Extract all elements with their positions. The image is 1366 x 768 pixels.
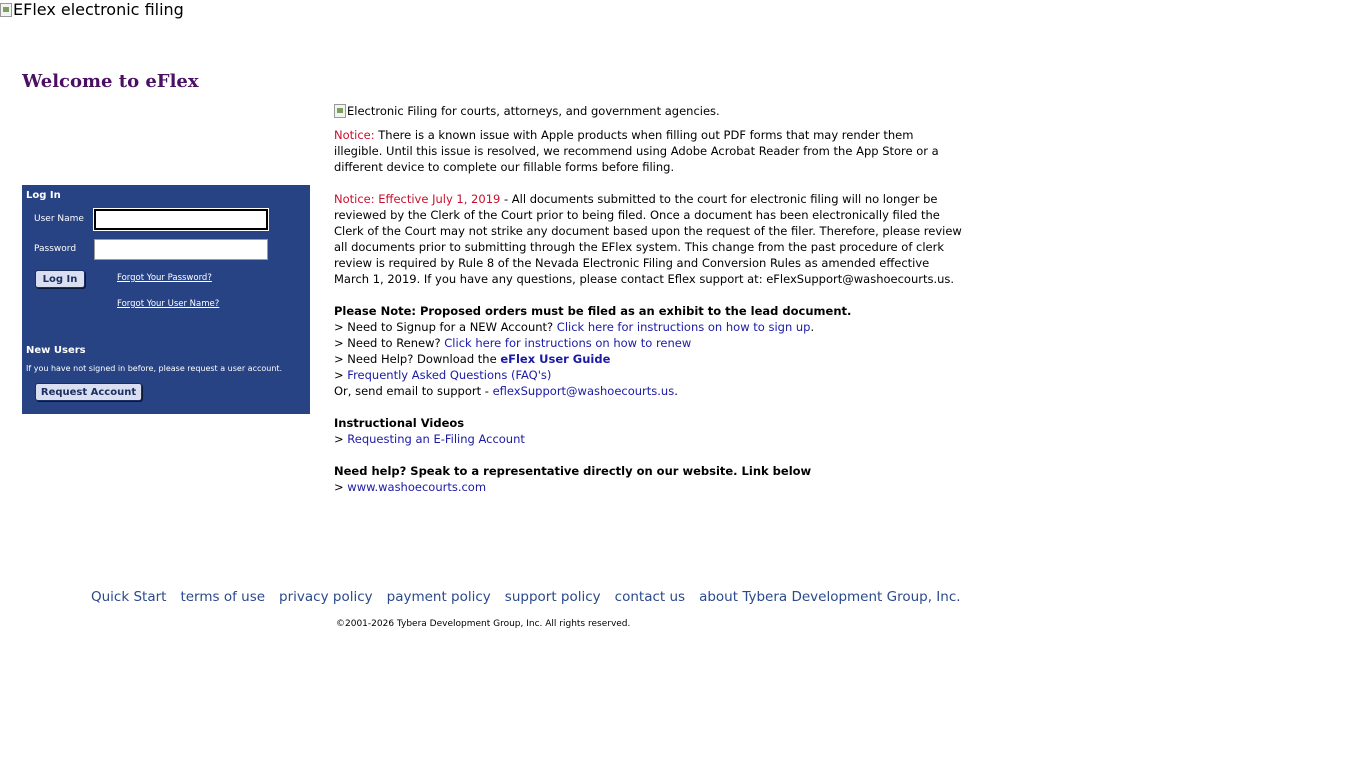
- website-line: [334, 479, 962, 495]
- email-suffix: .: [674, 384, 678, 398]
- login-button[interactable]: Log In: [35, 270, 85, 288]
- footer-link-terms[interactable]: terms of use: [180, 589, 266, 605]
- request-account-button[interactable]: Request Account: [35, 383, 142, 401]
- help-prefix: > Need Help? Download the: [334, 352, 501, 366]
- notice-text: - All documents submitted to the court for electronic filing will no longer be reviewed by the Clerk of the Court prior to being filed. Once a document has been electronically filed the Clerk of the Court may not strike any document based upon the request of the filer. Therefore, please review all documents prior to submitting through the EFlex system. This change from the past procedure of clerk review is required by Rule 8 of the Nevada Electronic Filing and Conversion Rules as amended effective March 1, 2019. If you have any questions, please contact Eflex support at: eFlexSupport@washoecourts.us.: [334, 192, 962, 286]
- help-line: [334, 351, 962, 367]
- tagline-alt-text: Electronic Filing for courts, attorneys, and government agencies.: [347, 104, 720, 118]
- broken-image-icon: [334, 104, 346, 118]
- video-line: [334, 431, 962, 447]
- signup-link[interactable]: Click here for instructions on how to sign up: [556, 320, 811, 334]
- representative-heading: Need help? Speak to a representative directly on our website. Link below: [334, 464, 812, 478]
- faq-prefix: >: [334, 368, 348, 382]
- page-title: Welcome to eFlex: [22, 71, 199, 92]
- logo-alt-text: EFlex electronic filing: [13, 0, 184, 19]
- notice-efiling: [334, 191, 962, 287]
- login-panel: [22, 185, 310, 414]
- forgot-password-link[interactable]: Forgot Your Password?: [117, 273, 212, 283]
- support-email-link[interactable]: eflexSupport@washoecourts.us: [492, 384, 675, 398]
- new-users-title: New Users: [26, 345, 86, 356]
- notice-text: There is a known issue with Apple products when filling out PDF forms that may render them illegible. Until this issue is resolved, we recommend using Adobe Acrobat Reader from the App Store or a different device to complete our fillable forms before filing.: [334, 128, 939, 174]
- user-guide-link[interactable]: eFlex User Guide: [500, 352, 611, 366]
- please-note: Please Note: Proposed orders must be filed as an exhibit to the lead document.: [334, 304, 852, 318]
- email-line: [334, 383, 962, 399]
- eflex-logo-image: [0, 0, 184, 20]
- footer-link-quick-start[interactable]: Quick Start: [91, 589, 167, 605]
- broken-image-icon: [0, 3, 12, 17]
- notice-label: Notice:: [334, 128, 375, 142]
- footer-link-contact[interactable]: contact us: [614, 589, 686, 605]
- tagline-image: [334, 103, 962, 119]
- footer-link-privacy[interactable]: privacy policy: [279, 589, 373, 605]
- notice-apple: [334, 127, 962, 175]
- login-title: Log In: [26, 190, 61, 201]
- new-users-text: If you have not signed in before, please request a user account.: [26, 364, 283, 373]
- email-prefix: Or, send email to support -: [334, 384, 493, 398]
- notice-label: Notice: Effective July 1, 2019: [334, 192, 501, 206]
- copyright: ©2001-2026 Tybera Development Group, Inc. All rights reserved.: [336, 619, 631, 629]
- footer-link-payment[interactable]: payment policy: [386, 589, 491, 605]
- website-prefix: >: [334, 480, 348, 494]
- signup-line: [334, 319, 962, 335]
- video-prefix: >: [334, 432, 348, 446]
- renew-prefix: > Need to Renew?: [334, 336, 445, 350]
- footer-link-about[interactable]: about Tybera Development Group, Inc.: [699, 589, 961, 605]
- username-input[interactable]: [94, 209, 268, 230]
- renew-line: [334, 335, 962, 351]
- username-label: User Name: [34, 214, 84, 224]
- password-input[interactable]: [94, 239, 268, 260]
- renew-link[interactable]: Click here for instructions on how to renew: [444, 336, 692, 350]
- website-link[interactable]: www.washoecourts.com: [347, 480, 487, 494]
- forgot-username-link[interactable]: Forgot Your User Name?: [117, 299, 220, 309]
- signup-suffix: .: [810, 320, 815, 334]
- videos-heading: Instructional Videos: [334, 416, 465, 430]
- video-requesting-account-link[interactable]: Requesting an E-Filing Account: [347, 432, 525, 446]
- faq-link[interactable]: Frequently Asked Questions (FAQ's): [347, 368, 552, 382]
- signup-prefix: > Need to Signup for a NEW Account?: [334, 320, 557, 334]
- faq-line: [334, 367, 962, 383]
- main-content: [334, 103, 962, 495]
- password-label: Password: [34, 244, 77, 254]
- footer-link-support[interactable]: support policy: [504, 589, 601, 605]
- footer-links: [91, 589, 961, 605]
